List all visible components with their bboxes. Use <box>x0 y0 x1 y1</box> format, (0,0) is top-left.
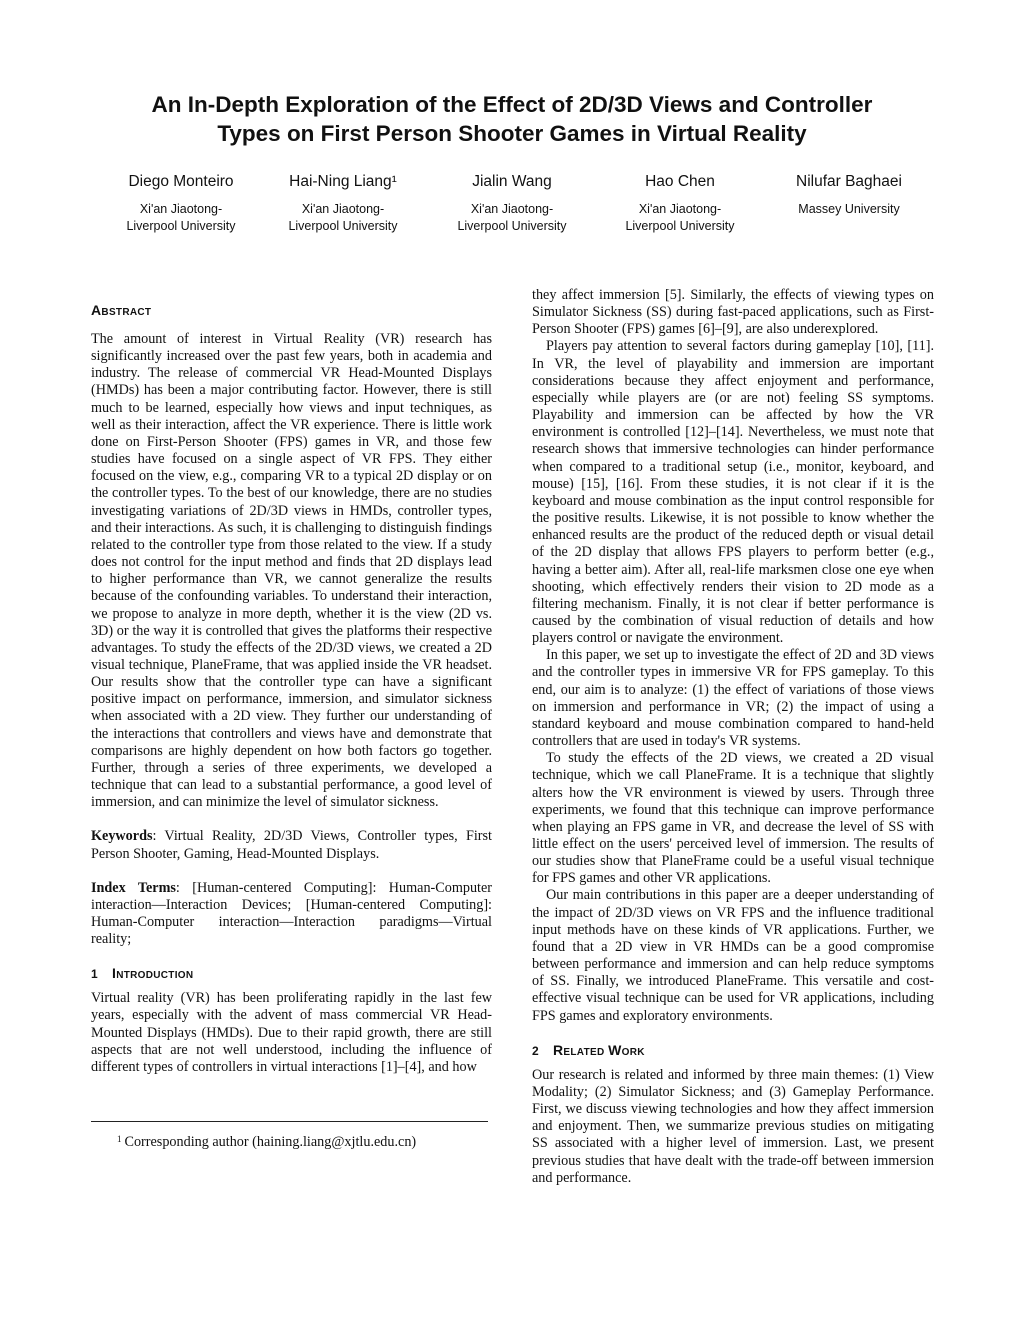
heading-initial: R <box>552 1041 564 1058</box>
index-terms-label: Index Terms <box>91 879 176 896</box>
author-block-1 <box>96 172 266 235</box>
heading-rest: NTRODUCTION <box>116 970 194 982</box>
author-affiliation <box>258 201 428 235</box>
heading-initial: A <box>91 302 102 318</box>
related-work-paragraph-1: Our research is related and informed by three main themes: (1) View Modality; (2) Simulator Sickness; and (3) Gameplay Performance. First, we discuss viewing technologies and how they affect immersion and enjoyment. Then, we summarize previous studies on mitigating SS associated with a higher level of immersion. Last, we present previous studies that have dealt with the trade-off between immersion and performance. <box>532 1066 934 1186</box>
heading-rest: ORK <box>621 1046 645 1058</box>
introduction-paragraph-1-part-1: Virtual reality (VR) has been proliferating rapidly in the last few years, especially with the advent of mass commercial VR Head-Mounted Displays (HMDs). Due to their rapid growth, there are still aspects that are not well understood, including the influence of different types of controllers in virtual interactions [1]–[4], and how <box>91 990 492 1075</box>
section-number: 1 <box>91 967 98 982</box>
footnote <box>117 1130 416 1151</box>
heading-initial: W <box>608 1041 622 1058</box>
section-number: 2 <box>532 1043 539 1058</box>
abstract-heading <box>91 302 492 321</box>
related-work-heading <box>532 1042 934 1061</box>
author-name: Jialin Wang <box>472 173 552 190</box>
heading-rest: BSTRACT <box>101 307 152 318</box>
paper-title <box>60 90 964 148</box>
keywords-label: Keywords <box>91 828 153 845</box>
title-line-1: An In-Depth Exploration of the Effect of 2D/3D Views and Controller <box>151 92 873 117</box>
title-line-2: Types on First Person Shooter Games in Virtual Reality <box>217 121 807 146</box>
author-block-3 <box>427 172 597 235</box>
author-affiliation <box>96 201 266 235</box>
author-name: Nilufar Baghaei <box>796 173 902 190</box>
affiliation-line-1: Xi'an Jiaotong- <box>470 202 554 216</box>
index-terms-text: : [Human-centered Computing]: Human-Computer interaction—Interaction Devices; [Human-centered Computing]: Human-Computer interaction—Interaction paradigms—Virtual reality; <box>91 879 493 948</box>
author-affiliation <box>764 201 934 218</box>
affiliation-line-1: Xi'an Jiaotong- <box>301 202 385 216</box>
author-block-5 <box>764 172 934 218</box>
keywords-text: : Virtual Reality, 2D/3D Views, Controller types, First Person Shooter, Gaming, Head-Mounted Displays. <box>91 828 492 862</box>
footnote-text: Corresponding author (haining.liang@xjtlu.edu.cn) <box>124 1134 417 1150</box>
footnote-divider <box>91 1121 488 1122</box>
introduction-paragraph-4: To study the effects of the 2D views, we created a 2D visual technique, which we call PlaneFrame. It is a technique that slightly alters how the VR environment is viewed by users. Through three experiments, we found that this technique can improve performance when playing an FPS game in VR, and decrease the level of SS with little effect on the users' perceived level of immersion. The results of our studies show that PlaneFrame could be a useful visual technique for FPS games and other VR applications. <box>532 750 934 887</box>
affiliation-line-1: Xi'an Jiaotong- <box>139 202 223 216</box>
introduction-paragraph-2: Players pay attention to several factors during gameplay [10], [11]. In VR, the level of playability and immersion are important considerations because they affect enjoyment and performance, especially while players are (or are not) feeling SS symptoms. Playability and immersion can be affected by how the VR environment is controlled [12]–[14]. Nevertheless, we must note that research shows that immersive technologies can hinder performance when compared to a traditional setup (i.e., monitor, keyboard, and mouse) [15], [16]. From these studies, it is not clear if it is the keyboard and mouse combination as the input control responsible for the positive results. Likewise, it is not possible to know whether the enhanced results are the product of the reduced depth or visual detail of the 2D display that allows FPS players to perform better (e.g., having a better aim). After all, real-life marksmen close one eye when shooting, which effectively renders their vision to 2D mode as a filtering mechanism. Finally, it is not clear if better performance is caused by the combination of visual reduction of details and how players control or navigate the environment. <box>532 338 934 647</box>
heading-initial: I <box>111 965 117 982</box>
affiliation-line-2: Liverpool University <box>625 219 735 233</box>
heading-rest: ELATED <box>563 1046 605 1058</box>
affiliation-line-2: Liverpool University <box>457 219 567 233</box>
right-column <box>532 287 934 1187</box>
introduction-paragraph-3: In this paper, we set up to investigate the effect of 2D and 3D views and the controller types in immersive VR for FPS gameplay. To this end, our aim is to analyze: (1) the effect of variations of those views on immersion and performance in VR; (2) the impact of using a standard keyboard and mouse combination compared to hand-held controllers that are used in today's VR systems. <box>532 647 934 750</box>
left-column <box>91 302 492 1076</box>
footnote-marker: 1 <box>117 1134 122 1144</box>
keywords <box>91 828 492 862</box>
introduction-paragraph-1-part-2: they affect immersion [5]. Similarly, the effects of viewing types on Simulator Sickness (SS) during fast-paced applications, such as First-Person Shooter (FPS) games [6]–[9], are also underexplored. <box>532 287 934 338</box>
author-name: Hai-Ning Liang¹ <box>289 173 397 190</box>
abstract-body: The amount of interest in Virtual Reality (VR) research has significantly increased over the past few years, both in academia and industry. The release of commercial VR Head-Mounted Displays (HMDs) has been a major contributing factor. However, there is still much to be learned, especially how views and input techniques, as well as their interaction, affect the VR experience. There is little work done on First-Person Shooter (FPS) games in VR, and those few studies have focused on a single aspect of VR FPS. They either focused on the view, e.g., comparing VR to a typical 2D display or on the controller types. To the best of our knowledge, there are no studies investigating variations of 2D/3D views in HMDs, controller types, and their interactions. As such, it is challenging to distinguish findings related to the controller type from those related to the view. If a study does not control for the input method and finds that 2D displays lead to higher performance than VR, we cannot generalize the results because of the confounding variables. To understand their interaction, we propose to analyze in more depth, whether it is the view (2D vs. 3D) or the way it is controlled that gives the platforms their respective advantages. To study the effects of the 2D/3D views, we created a 2D visual technique, PlaneFrame, that was applied inside the VR headset. Our results show that the controller type can have a significant positive impact on performance, immersion, and simulator sickness when associated with a 2D view. They further our understanding of the interactions that controllers and views have and demonstrate that comparisons are highly dependent on how both factors go together. Further, through a series of three experiments, we developed a technique that can lead to a substantial performance, a good level of immersion, and can minimize the level of simulator sickness. <box>91 331 492 811</box>
introduction-paragraph-5: Our main contributions in this paper are a deeper understanding of the impact of 2D/3D views on VR FPS and the influence traditional input methods have on these kinds of VR applications. Further, we found that a 2D view in VR HMDs can be a good compromise between performance and immersion and can help reduce symptoms of SS. Finally, we introduced PlaneFrame. This versatile and cost-effective visual technique can be used for VR applications, including FPS games and exploratory environments. <box>532 887 934 1024</box>
affiliation-line-2: Liverpool University <box>288 219 398 233</box>
introduction-heading <box>91 965 492 984</box>
author-block-4 <box>595 172 765 235</box>
author-name: Hao Chen <box>645 173 715 190</box>
affiliation-line-1: Massey University <box>798 202 900 216</box>
author-affiliation <box>427 201 597 235</box>
affiliation-line-1: Xi'an Jiaotong- <box>638 202 722 216</box>
author-affiliation <box>595 201 765 235</box>
author-block-2 <box>258 172 428 235</box>
index-terms <box>91 880 492 949</box>
author-name: Diego Monteiro <box>128 173 234 190</box>
affiliation-line-2: Liverpool University <box>126 219 236 233</box>
